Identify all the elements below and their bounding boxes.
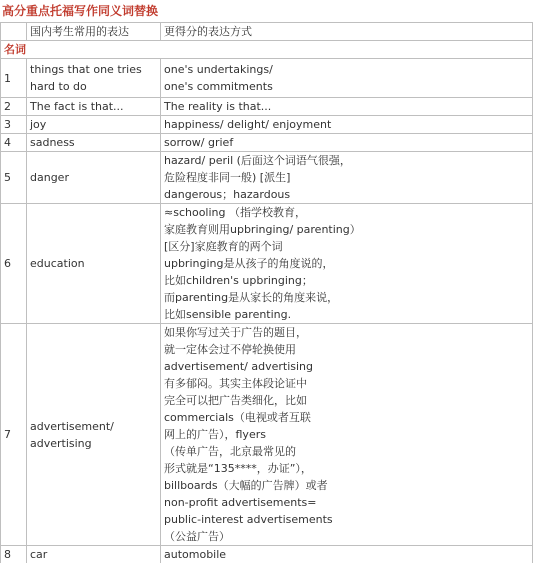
document-title: 高分重点托福写作同义词替换 (2, 4, 159, 18)
common-expression: things that one tries hard to do (27, 59, 161, 98)
better-expression-line: （公益广告） (164, 530, 230, 543)
better-expression-line: automobile (164, 548, 227, 561)
common-expression: danger (27, 152, 161, 204)
better-expression-line: 比如sensible parenting. (164, 308, 292, 321)
row-number: 1 (1, 59, 27, 98)
row-number: 2 (1, 98, 27, 116)
better-expression (161, 152, 533, 204)
better-expression-line: dangerous；hazardous (164, 188, 291, 201)
table-header-row (1, 23, 533, 41)
better-expression-line: 而parenting是从家长的角度来说， (164, 291, 339, 304)
common-expression: education (27, 204, 161, 324)
better-expression-line: [区分]家庭教育的两个词 (164, 240, 283, 253)
better-expression-line: The reality is that... (164, 100, 272, 113)
better-expression (161, 134, 533, 152)
row-number: 4 (1, 134, 27, 152)
better-expression-line: commercials（电视或者互联 (164, 411, 311, 424)
table-row (1, 204, 533, 324)
better-expression (161, 59, 533, 98)
better-expression-line: one's commitments (164, 80, 273, 93)
section-label: 名词 (1, 41, 533, 59)
better-expression-line: 就一定体会过不停轮换使用 (164, 343, 296, 356)
row-number: 6 (1, 204, 27, 324)
better-expression-line: happiness/ delight/ enjoyment (164, 118, 332, 131)
table-row (1, 152, 533, 204)
better-expression (161, 204, 533, 324)
better-expression-line: hazard/ peril (后面这个词语气很强， (164, 154, 351, 167)
header-common-cell: 国内考生常用的表达 (27, 23, 161, 41)
table-row (1, 134, 533, 152)
better-expression (161, 98, 533, 116)
row-number: 7 (1, 324, 27, 546)
table-body (1, 59, 533, 563)
better-expression-line: ≈schooling （指学校教育， (164, 206, 306, 219)
table-row (1, 98, 533, 116)
better-expression-line: 有多郁闷。其实主体段论证中 (164, 377, 307, 390)
table-row (1, 59, 533, 98)
better-expression-line: public-interest advertisements (164, 513, 333, 526)
row-number: 5 (1, 152, 27, 204)
common-expression: The fact is that... (27, 98, 161, 116)
better-expression (161, 116, 533, 134)
table-row (1, 546, 533, 563)
table-row (1, 324, 533, 546)
common-expression: car (27, 546, 161, 563)
better-expression-line: 网上的广告），flyers (164, 428, 266, 441)
section-row (1, 41, 533, 59)
better-expression-line: non-profit advertisements= (164, 496, 317, 509)
row-number: 3 (1, 116, 27, 134)
better-expression-line: 如果你写过关于广告的题目， (164, 326, 307, 339)
synonym-table (0, 22, 533, 563)
better-expression-line: 家庭教育则用upbringing/ parenting） (164, 223, 361, 236)
common-expression: advertisement/ advertising (27, 324, 161, 546)
better-expression (161, 324, 533, 546)
row-number: 8 (1, 546, 27, 563)
header-better-cell: 更得分的表达方式 (161, 23, 533, 41)
better-expression-line: 比如children's upbringing； (164, 274, 313, 287)
better-expression (161, 546, 533, 563)
better-expression-line: upbringing是从孩子的角度说的， (164, 257, 334, 270)
better-expression-line: 形式就是“135****，办证”）， (164, 462, 312, 475)
better-expression-line: one's undertakings/ (164, 63, 273, 76)
table-row (1, 116, 533, 134)
better-expression-line: （传单广告，北京最常见的 (164, 445, 296, 458)
better-expression-line: advertisement/ advertising (164, 360, 313, 373)
better-expression-line: 完全可以把广告类细化，比如 (164, 394, 307, 407)
common-expression: joy (27, 116, 161, 134)
better-expression-line: 危险程度非同一般) [派生] (164, 171, 291, 184)
header-num-cell (1, 23, 27, 41)
better-expression-line: billboards（大幅的广告牌）或者 (164, 479, 328, 492)
better-expression-line: sorrow/ grief (164, 136, 234, 149)
common-expression: sadness (27, 134, 161, 152)
